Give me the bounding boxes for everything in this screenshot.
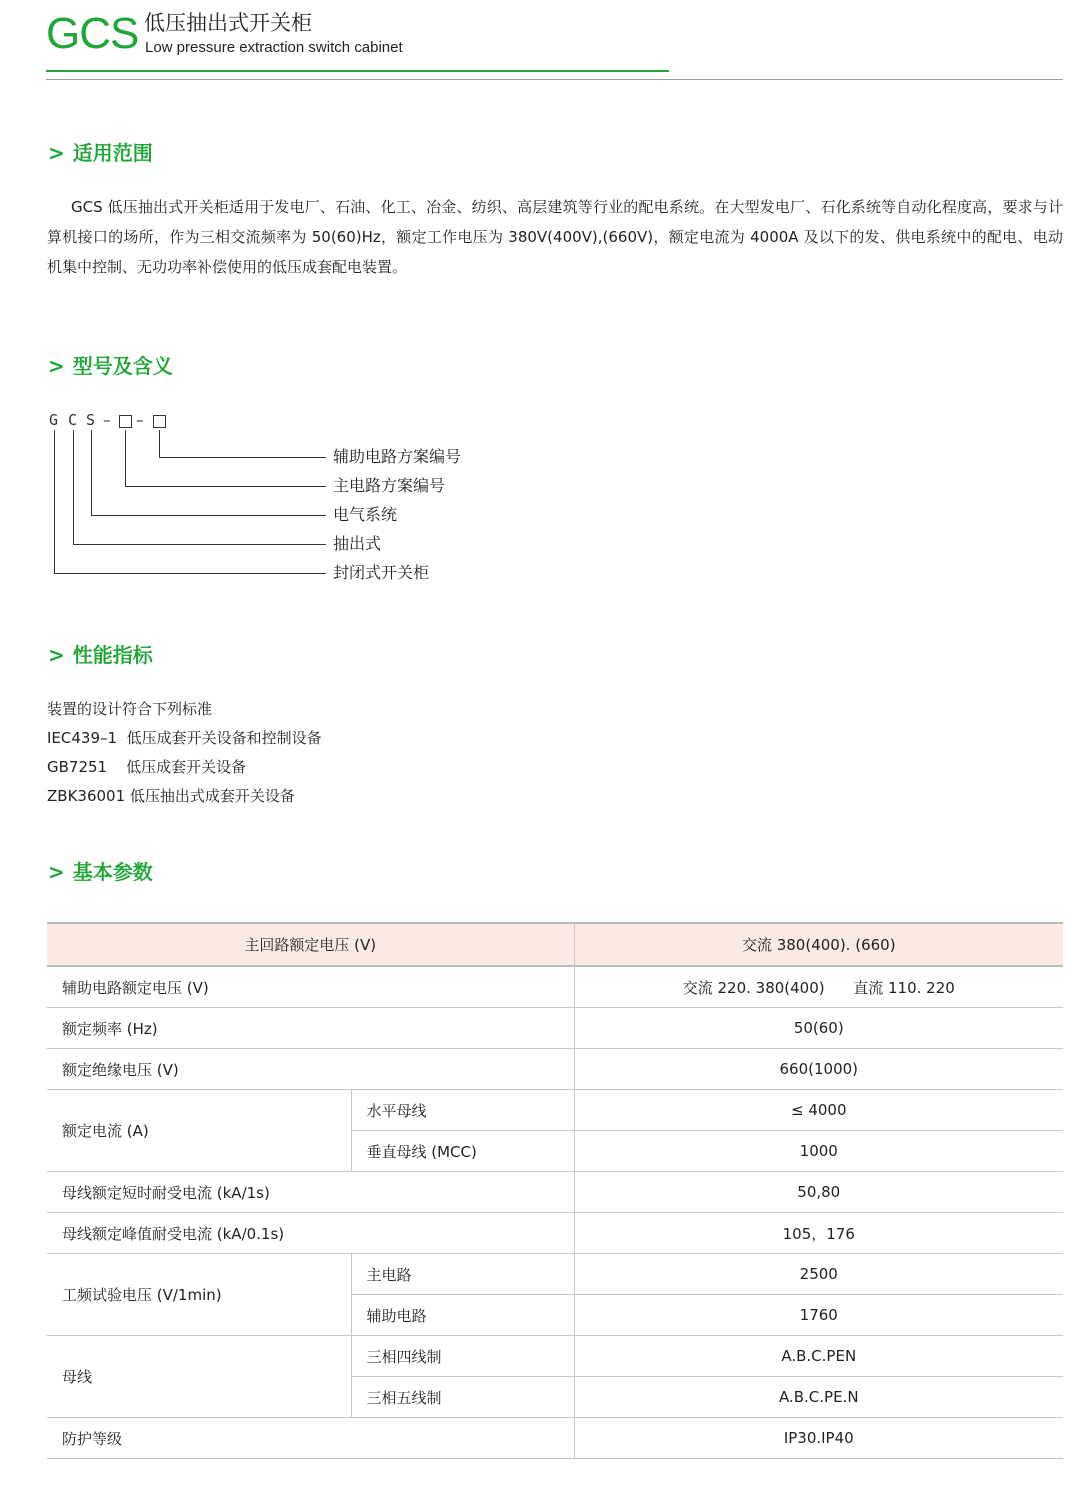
table-header-row	[47, 923, 1063, 966]
section-title-model: > 型号及含义	[48, 354, 173, 378]
param-value: A.B.C.PE.N	[574, 1377, 1063, 1418]
standards-line: IEC439–1 低压成套开关设备和控制设备	[47, 729, 322, 747]
param-label: 母线额定峰值耐受电流 (kA/0.1s)	[47, 1213, 574, 1254]
connector-vline-main	[125, 430, 126, 487]
product-code: GCS	[46, 9, 139, 58]
table-row	[47, 1336, 1063, 1377]
param-sublabel: 辅助电路	[351, 1295, 574, 1336]
param-value: 2500	[574, 1254, 1063, 1295]
param-sublabel: 三相四线制	[351, 1336, 574, 1377]
table-row	[47, 1418, 1063, 1459]
connector-hline-aux	[159, 457, 326, 458]
model-dash-2: –	[136, 411, 144, 429]
connector-hline-draw	[73, 544, 326, 545]
model-label-enclosed: 封闭式开关柜	[333, 563, 430, 582]
section-title-params: > 基本参数	[48, 860, 153, 884]
header-divider	[46, 79, 1063, 80]
chevron-right-icon: >	[48, 141, 65, 165]
section-title-scope: > 适用范围	[48, 141, 153, 165]
standards-line: 装置的设计符合下列标准	[47, 700, 213, 718]
table-row	[47, 966, 1063, 1008]
param-label: 额定绝缘电压 (V)	[47, 1049, 574, 1090]
param-label: 辅助电路额定电压 (V)	[47, 966, 574, 1008]
standards-line: GB7251 低压成套开关设备	[47, 758, 247, 776]
param-label: 工频试验电压 (V/1min)	[47, 1254, 351, 1336]
chevron-right-icon: >	[48, 354, 65, 378]
table-row	[47, 1090, 1063, 1131]
product-title-zh: 低压抽出式开关柜	[144, 11, 312, 35]
chevron-right-icon: >	[48, 860, 65, 884]
param-label: 额定频率 (Hz)	[47, 1008, 574, 1049]
table-header-cell: 交流 380(400). (660)	[574, 923, 1063, 966]
table-row	[47, 1254, 1063, 1295]
param-sublabel: 三相五线制	[351, 1377, 574, 1418]
param-value: ≤ 4000	[574, 1090, 1063, 1131]
param-label: 防护等级	[47, 1418, 574, 1459]
table-row	[47, 1049, 1063, 1090]
model-box-aux	[153, 415, 166, 428]
model-label-main-scheme: 主电路方案编号	[333, 476, 446, 495]
param-sublabel: 主电路	[351, 1254, 574, 1295]
param-value: 50(60)	[574, 1008, 1063, 1049]
chevron-right-icon: >	[48, 643, 65, 667]
param-value: 1760	[574, 1295, 1063, 1336]
param-sublabel: 水平母线	[351, 1090, 574, 1131]
param-value: 交流 220. 380(400) 直流 110. 220	[574, 966, 1063, 1008]
table-row	[47, 1008, 1063, 1049]
param-value: A.B.C.PEN	[574, 1336, 1063, 1377]
table-row	[47, 1172, 1063, 1213]
section-title-performance: > 性能指标	[48, 643, 153, 667]
model-box-main	[119, 415, 132, 428]
product-title-en: Low pressure extraction switch cabinet	[145, 39, 403, 56]
header-accent-rule	[46, 70, 669, 72]
param-value: 1000	[574, 1131, 1063, 1172]
param-value: 50,80	[574, 1172, 1063, 1213]
connector-hline-enclosed	[54, 573, 326, 574]
scope-paragraph: GCS 低压抽出式开关柜适用于发电厂、石油、化工、冶金、纺织、高层建筑等行业的配电系统。在大型发电厂、石化系统等自动化程度高，要求与计算机接口的场所，作为三相交流频率为 50(60)Hz，额定工作电压为 380V(400V),(660V)，额定电流为 4000A 及以下的发、供电系统中的配电、电动机集中控制、无功功率补偿使用的低压成套配电装置。	[47, 198, 1063, 276]
model-char-s: S	[86, 411, 96, 429]
model-dash-1: –	[103, 411, 111, 429]
model-char-c: C	[68, 411, 78, 429]
param-label: 母线额定短时耐受电流 (kA/1s)	[47, 1172, 574, 1213]
connector-hline-main	[125, 486, 326, 487]
table-row	[47, 1213, 1063, 1254]
table-header-cell: 主回路额定电压 (V)	[47, 923, 574, 966]
model-char-g: G	[49, 411, 59, 429]
connector-vline-draw	[73, 430, 74, 545]
connector-vline-aux	[159, 430, 160, 458]
param-label: 母线	[47, 1336, 351, 1418]
param-value: 105，176	[574, 1213, 1063, 1254]
connector-vline-enclosed	[54, 430, 55, 574]
param-sublabel: 垂直母线 (MCC)	[351, 1131, 574, 1172]
param-label: 额定电流 (A)	[47, 1090, 351, 1172]
param-value: 660(1000)	[574, 1049, 1063, 1090]
params-table	[47, 922, 1063, 1459]
connector-hline-elec	[91, 515, 326, 516]
connector-vline-elec	[91, 430, 92, 516]
model-label-electrical: 电气系统	[333, 505, 398, 524]
model-label-aux-scheme: 辅助电路方案编号	[333, 447, 462, 466]
param-value: IP30.IP40	[574, 1418, 1063, 1459]
standards-line: ZBK36001 低压抽出式成套开关设备	[47, 787, 295, 805]
model-label-drawout: 抽出式	[333, 534, 382, 553]
